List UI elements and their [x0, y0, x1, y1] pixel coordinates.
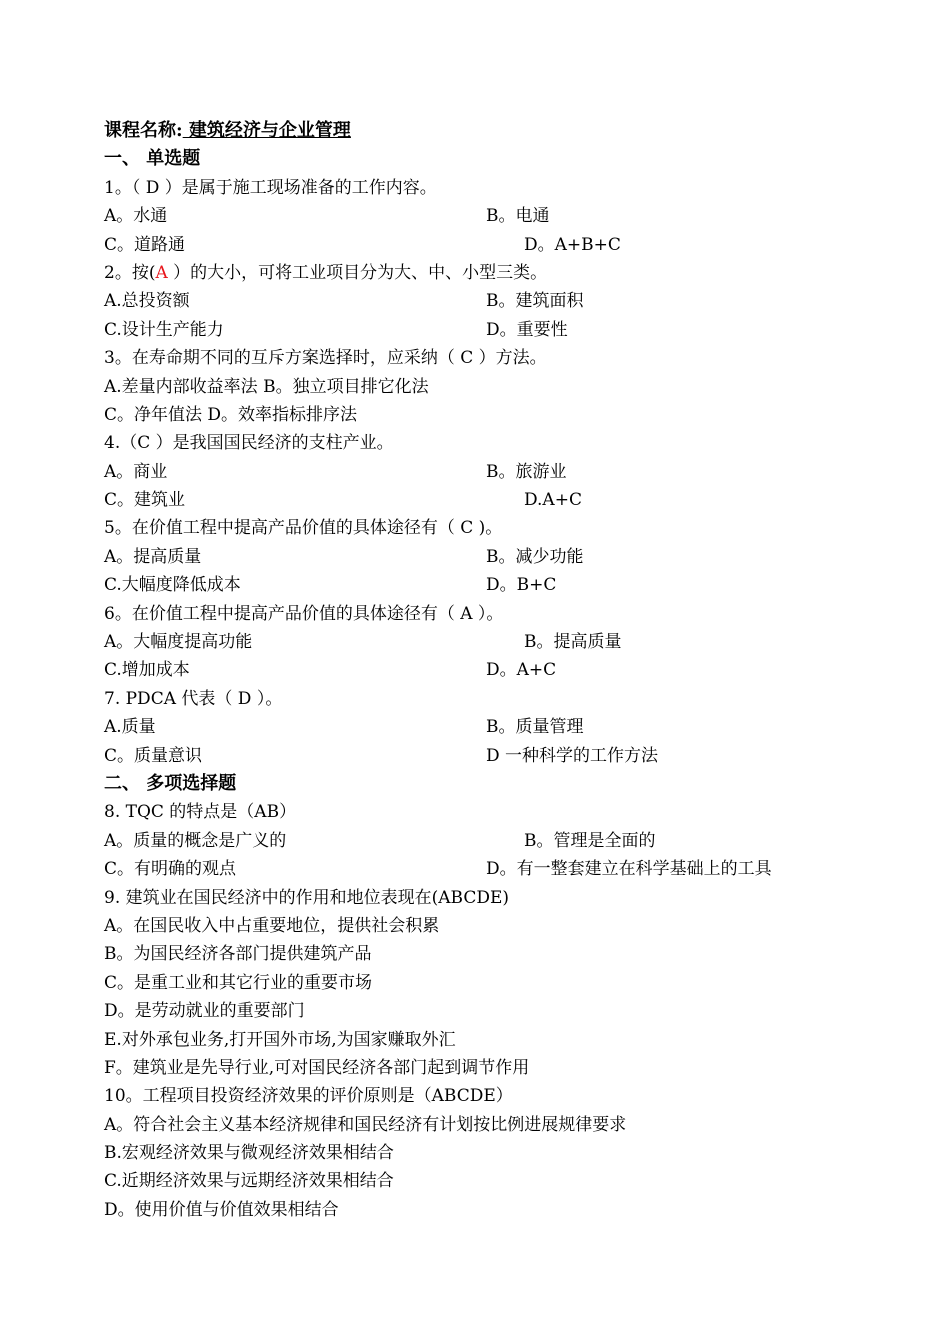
question-stem: 3。在寿命期不同的互斥方案选择时，应采纳（ C ）方法。	[104, 348, 547, 369]
option-c: C.近期经济效果与远期经济效果相结合	[104, 1171, 394, 1192]
option-b: B。电通	[486, 206, 550, 227]
option-a: A。提高质量	[104, 546, 202, 567]
option-c: C。建筑业	[104, 490, 186, 511]
option-e: E.对外承包业务,打开国外市场,为国家赚取外汇	[104, 1029, 456, 1050]
option-b: B。减少功能	[486, 546, 584, 567]
option-b: B。提高质量	[524, 632, 622, 653]
document-content	[104, 117, 884, 1224]
question-stem	[104, 259, 884, 287]
course-title	[104, 117, 884, 145]
option-row	[104, 827, 884, 855]
option-cd: C。净年值法 D。效率指标排序法	[104, 404, 358, 425]
option-row	[104, 628, 884, 656]
question-stem: 5。在价值工程中提高产品价值的具体途径有（ C )。	[104, 518, 503, 539]
option-a: A。在国民收入中占重要地位，提供社会积累	[104, 915, 440, 936]
option-c: C。有明确的观点	[104, 859, 237, 880]
option-row	[104, 316, 884, 344]
option-a: A.总投资额	[104, 291, 190, 312]
option-b: B。旅游业	[486, 461, 567, 482]
option-b: B。为国民经济各部门提供建筑产品	[104, 944, 372, 965]
option-row	[104, 713, 884, 741]
option-a: A。商业	[104, 461, 168, 482]
course-label: 课程名称:	[104, 120, 183, 141]
option-c: C.增加成本	[104, 660, 190, 681]
option-a: A.质量	[104, 717, 156, 738]
option-row	[104, 742, 884, 770]
section-heading-multiple-choice: 二、 多项选择题	[104, 772, 237, 794]
option-d: D。是劳动就业的重要部门	[104, 1001, 305, 1022]
option-row	[104, 656, 884, 684]
option-b: B。建筑面积	[486, 291, 584, 312]
option-row	[104, 571, 884, 599]
question-stem: 6。在价值工程中提高产品价值的具体途径有（ A ）。	[104, 603, 504, 624]
option-d: D。重要性	[486, 319, 568, 340]
option-row	[104, 458, 884, 486]
option-a: A。大幅度提高功能	[104, 632, 253, 653]
option-ab: A.差量内部收益率法 B。独立项目排它化法	[104, 376, 429, 397]
option-d: D。A+B+C	[524, 234, 621, 255]
option-a: A。水通	[104, 206, 168, 227]
course-name: 建筑经济与企业管理	[182, 120, 351, 141]
option-d: D。使用价值与价值效果相结合	[104, 1199, 339, 1220]
option-b: B。管理是全面的	[524, 830, 656, 851]
option-row	[104, 543, 884, 571]
option-d: D。A+C	[486, 660, 557, 681]
question-stem: 10。工程项目投资经济效果的评价原则是（ABCDE）	[104, 1086, 513, 1107]
option-row	[104, 855, 884, 883]
option-d: D 一种科学的工作方法	[486, 745, 659, 766]
question-stem: 8. TQC 的特点是（AB）	[104, 802, 297, 823]
option-b: B。质量管理	[486, 717, 584, 738]
section-heading-single-choice: 一、 单选题	[104, 148, 201, 170]
option-a: A。质量的概念是广义的	[104, 830, 287, 851]
option-f: F。建筑业是先导行业,可对国民经济各部门起到调节作用	[104, 1057, 530, 1078]
option-row	[104, 486, 884, 514]
option-row	[104, 231, 884, 259]
question-stem: 4.（C ）是我国国民经济的支柱产业。	[104, 433, 394, 454]
option-c: C。是重工业和其它行业的重要市场	[104, 972, 373, 993]
option-a: A。符合社会主义基本经济规律和国民经济有计划按比例进展规律要求	[104, 1114, 627, 1135]
question-stem: 9. 建筑业在国民经济中的作用和地位表现在(ABCDE)	[104, 887, 510, 908]
question-stem: 7. PDCA 代表（ D ）。	[104, 688, 283, 709]
option-d: D。B+C	[486, 575, 557, 596]
option-c: C.大幅度降低成本	[104, 575, 241, 596]
option-row	[104, 287, 884, 315]
answer-highlight: A	[155, 262, 168, 283]
question-stem: 1。（ D ）是属于施工现场准备的工作内容。	[104, 177, 437, 198]
option-d: D.A+C	[524, 490, 582, 511]
option-row	[104, 202, 884, 230]
stem-prefix: 2。按(	[104, 262, 156, 283]
option-c: C。质量意识	[104, 745, 203, 766]
stem-suffix: ）的大小，可将工业项目分为大、中、小型三类。	[167, 262, 548, 283]
option-b: B.宏观经济效果与微观经济效果相结合	[104, 1143, 394, 1164]
option-c: C.设计生产能力	[104, 319, 224, 340]
option-d: D。有一整套建立在科学基础上的工具	[486, 859, 772, 880]
option-c: C。道路通	[104, 234, 186, 255]
